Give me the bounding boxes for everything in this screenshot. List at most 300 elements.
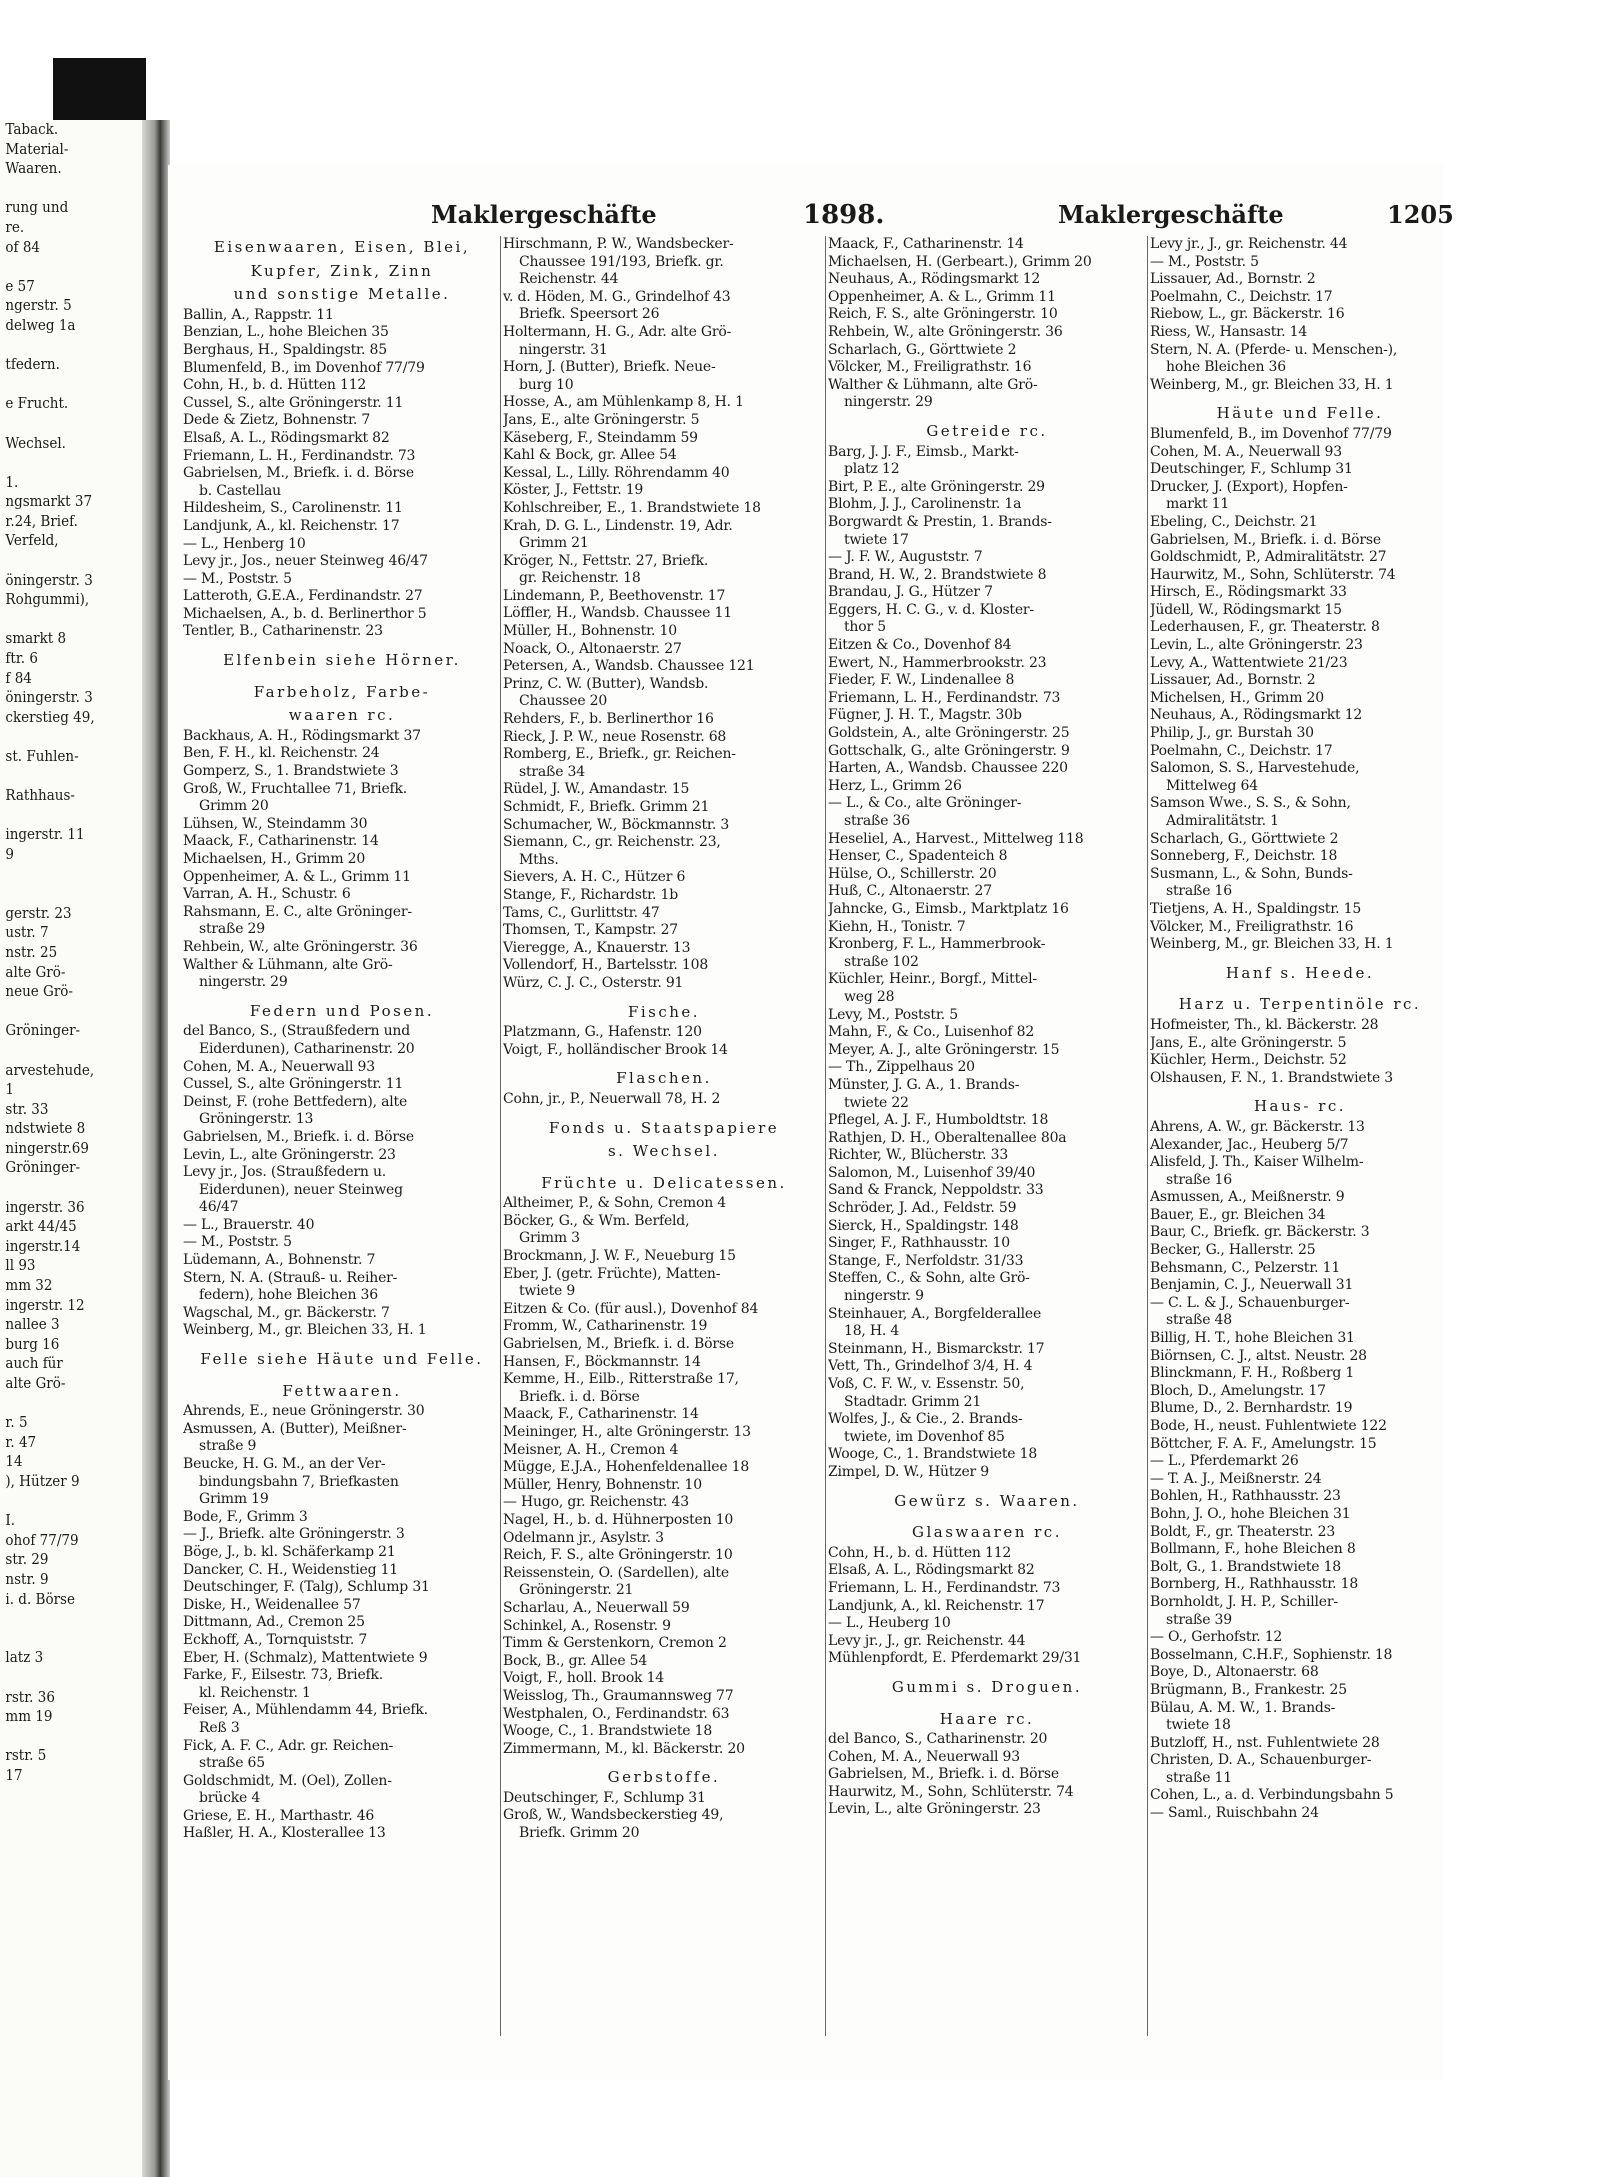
prev-page-line: latz 3 [5, 1648, 44, 1667]
column-rule [825, 236, 826, 2036]
directory-entry: Gomperz, S., 1. Brandstwiete 3 [183, 763, 399, 780]
prev-page-line [0, 179, 140, 199]
prev-page-line: arvestehude, [5, 1060, 95, 1079]
directory-entry: Levy jr., J., gr. Reichenstr. 44 [828, 1632, 1026, 1649]
prev-page-line: 1 [5, 1080, 14, 1099]
section-spacer [828, 412, 1146, 420]
prev-page-line: Waaren. [5, 159, 62, 178]
directory-entry: Alisfeld, J. Th., Kaiser Wilhelm- [1150, 1154, 1364, 1171]
directory-entry: del Banco, S., (Straußfedern und [183, 1023, 410, 1040]
directory-entry: Brockmann, J. W. F., Neueburg 15 [503, 1248, 736, 1265]
directory-entry: Diske, H., Weidenallee 57 [183, 1596, 361, 1613]
directory-entry: Backhaus, A. H., Rödingsmarkt 37 [183, 727, 421, 744]
directory-entry: Lissauer, Ad., Bornstr. 2 [1150, 672, 1316, 689]
directory-entry: Herz, L., Grimm 26 [828, 777, 962, 794]
directory-entry: Dancker, C. H., Weidenstieg 11 [183, 1561, 398, 1578]
directory-entry: Briefk. Grimm 20 [519, 1825, 640, 1842]
prev-page-line: Wechsel. [5, 433, 66, 452]
directory-entry: Mahn, F., & Co., Luisenhof 82 [828, 1024, 1035, 1041]
directory-entry: Poelmahn, C., Deichstr. 17 [1150, 288, 1333, 305]
prev-page-line: ndstwiete 8 [5, 1119, 86, 1138]
directory-entry: straße 11 [1166, 1769, 1232, 1786]
section-spacer [1150, 394, 1450, 402]
directory-entry: Ahrends, E., neue Gröningerstr. 30 [183, 1403, 425, 1420]
directory-entry: Maack, F., Catharinenstr. 14 [503, 1406, 699, 1423]
prev-page-line: r.24, Brief. [5, 511, 78, 530]
directory-entry: Singer, F., Rathhausstr. 10 [828, 1235, 1010, 1252]
directory-entry: — Hugo, gr. Reichenstr. 43 [503, 1494, 689, 1511]
directory-entry: Jans, E., alte Gröningerstr. 5 [1150, 1034, 1347, 1051]
directory-entry: Böcker, G., & Wm. Berfeld, [503, 1212, 690, 1229]
directory-entry: Butzloff, H., nst. Fuhlentwiete 28 [1150, 1734, 1380, 1751]
prev-page-line: neue Grö- [5, 982, 73, 1001]
directory-entry: Behsmann, C., Pelzerstr. 11 [1150, 1259, 1341, 1276]
directory-entry: Barg, J. J. F., Eimsb., Markt- [828, 443, 1019, 460]
directory-entry: Mths. [519, 851, 559, 868]
directory-entry: Gabrielsen, M., Briefk. i. d. Börse [503, 1336, 734, 1353]
directory-entry: Wolfes, J., & Cie., 2. Brands- [828, 1411, 1023, 1428]
directory-entry: twiete, im Dovenhof 85 [844, 1428, 1005, 1445]
directory-entry: — M., Poststr. 5 [183, 570, 292, 587]
section-heading: Glaswaaren rc. [912, 1523, 1062, 1542]
directory-entry: Fromm, W., Catharinenstr. 19 [503, 1318, 708, 1335]
directory-entry: federn), hohe Bleichen 36 [199, 1287, 378, 1304]
prev-page-line: mm 19 [5, 1707, 53, 1726]
prev-page-line [0, 257, 140, 277]
directory-entry: Völcker, M., Freiligrathstr. 16 [828, 359, 1032, 376]
prev-page-line: ngsmarkt 37 [5, 492, 93, 511]
directory-entry: Salomon, S. S., Harvestehude, [1150, 760, 1360, 777]
directory-entry: Thomsen, T., Kampstr. 27 [503, 922, 678, 939]
directory-entry: Boldt, F., gr. Theaterstr. 23 [1150, 1523, 1336, 1540]
directory-entry: straße 9 [199, 1438, 257, 1455]
directory-entry: Bolt, G., 1. Brandstwiete 18 [1150, 1558, 1342, 1575]
prev-page-line: nstr. 25 [5, 942, 58, 961]
directory-entry: Birt, P. E., alte Gröningerstr. 29 [828, 478, 1045, 495]
directory-entry: — J., Briefk. alte Gröningerstr. 3 [183, 1526, 405, 1543]
prev-page-line: arkt 44/45 [5, 1217, 77, 1236]
section-spacer [183, 673, 501, 681]
directory-entry: Friemann, L. H., Ferdinandstr. 73 [828, 689, 1061, 706]
prev-page-line: alte Grö- [5, 962, 66, 981]
directory-entry: Westphalen, O., Ferdinandstr. 63 [503, 1705, 730, 1722]
directory-entry: Petersen, A., Wandsb. Chaussee 121 [503, 658, 755, 675]
directory-entry: Nagel, H., b. d. Hühnerposten 10 [503, 1511, 734, 1528]
directory-entry: Sierck, H., Spaldingstr. 148 [828, 1217, 1019, 1234]
prev-page-line: tfedern. [5, 355, 60, 374]
directory-entry: Neuhaus, A., Rödingsmarkt 12 [1150, 707, 1363, 724]
prev-page-line: st. Fuhlen- [5, 747, 79, 765]
directory-entry: twiete 9 [519, 1283, 576, 1300]
directory-entry: ningerstr. 9 [844, 1288, 924, 1305]
directory-entry: Admiralitätstr. 1 [1166, 813, 1279, 829]
directory-entry: hohe Bleichen 36 [1166, 359, 1286, 376]
directory-entry: Vollendorf, H., Bartelsstr. 108 [503, 957, 709, 974]
directory-entry: Kohlschreiber, E., 1. Brandstwiete 18 [503, 499, 761, 516]
directory-entry: Schinkel, A., Rosenstr. 9 [503, 1617, 671, 1634]
directory-entry: Grimm 3 [519, 1230, 580, 1247]
directory-entry: Blohm, J. J., Carolinenstr. 1a [828, 496, 1022, 513]
directory-entry: Oppenheimer, A. & L., Grimm 11 [183, 868, 411, 885]
directory-entry: Küchler, Herm., Deichstr. 52 [1150, 1052, 1347, 1069]
directory-entry: Voigt, F., holländischer Brook 14 [503, 1041, 728, 1058]
prev-page-line: ftr. 6 [5, 649, 38, 668]
directory-entry: Blinckmann, F. H., Roßberg 1 [1150, 1365, 1355, 1382]
directory-entry: Tams, C., Gurlittstr. 47 [503, 904, 660, 921]
directory-entry: Münster, J. G. A., 1. Brands- [828, 1076, 1020, 1093]
directory-entry: Fieder, F. W., Lindenallee 8 [828, 672, 1015, 689]
directory-entry: Stange, F., Nerfoldstr. 31/33 [828, 1252, 1024, 1269]
directory-entry: Krah, D. G. L., Lindenstr. 19, Adr. [503, 517, 733, 534]
directory-entry: bindungsbahn 7, Briefkasten [199, 1473, 399, 1490]
directory-entry: Lühsen, W., Steindamm 30 [183, 815, 368, 832]
prev-page-line: öningerstr. 3 [5, 570, 93, 589]
prev-page-line [0, 1609, 140, 1629]
directory-entry: Stange, F., Richardstr. 1b [503, 886, 679, 903]
directory-entry: Haurwitz, M., Sohn, Schlüterstr. 74 [828, 1783, 1074, 1800]
prev-page-line: str. 29 [5, 1550, 49, 1569]
prev-page-line: nallee 3 [5, 1315, 60, 1334]
section-heading: Haare rc. [939, 1709, 1035, 1728]
directory-entry: — Th., Zippelhaus 20 [828, 1059, 975, 1076]
directory-entry: Latteroth, G.E.A., Ferdinandstr. 27 [183, 588, 423, 605]
directory-entry: Grimm 21 [519, 535, 589, 552]
directory-entry: — C. L. & J., Schauenburger- [1150, 1294, 1350, 1311]
section-heading: waaren rc. [288, 706, 396, 725]
directory-entry: Voß, C. F. W., v. Essenstr. 50, [828, 1376, 1025, 1392]
section-heading: Hanf s. Heede. [1225, 963, 1375, 982]
directory-entry: Haßler, H. A., Klosterallee 13 [183, 1825, 386, 1842]
directory-entry: Gabrielsen, M., Briefk. i. d. Börse [1150, 531, 1381, 548]
directory-entry: Bornberg, H., Rathhausstr. 18 [1150, 1576, 1359, 1593]
directory-entry: Samson Wwe., S. S., & Sohn, [1150, 795, 1351, 812]
directory-entry: Walther & Lühmann, alte Grö- [828, 376, 1038, 393]
directory-entry: Scharlach, G., Görttwiete 2 [1150, 830, 1339, 847]
directory-entry: Cohen, M. A., Neuerwall 93 [183, 1058, 375, 1075]
directory-entry: — L., Heuberg 10 [828, 1615, 951, 1632]
directory-entry: Vett, Th., Grindelhof 3/4, H. 4 [828, 1358, 1033, 1375]
prev-page-line [0, 806, 140, 826]
directory-entry: Kemme, H., Eilb., Ritterstraße 17, [503, 1371, 739, 1388]
directory-entry: Susmann, L., & Sohn, Bunds- [1150, 865, 1353, 882]
directory-entry: Zimpel, D. W., Hützer 9 [828, 1463, 989, 1480]
directory-entry: Hildesheim, S., Carolinenstr. 11 [183, 500, 403, 517]
directory-entry: brücke 4 [199, 1790, 261, 1807]
directory-entry: Odelmann jr., Asylstr. 3 [503, 1529, 664, 1546]
directory-entry: Wooge, C., 1. Brandstwiete 18 [503, 1723, 713, 1740]
directory-entry: Fick, A. F. C., Adr. gr. Reichen- [183, 1737, 394, 1754]
section-heading: Gerbstoffe. [607, 1768, 721, 1787]
directory-entry: Elsaß, A. L., Rödingsmarkt 82 [183, 429, 390, 446]
directory-entry: Hülse, O., Schillerstr. 20 [828, 865, 997, 882]
directory-entry: Bollmann, F., hohe Bleichen 8 [1150, 1541, 1356, 1558]
directory-entry: Chaussee 191/193, Briefk. gr. [519, 253, 724, 270]
directory-entry: Hansen, F., Böckmannstr. 14 [503, 1353, 701, 1370]
directory-entry: Müller, H., Bohnenstr. 10 [503, 623, 677, 640]
directory-entry: Eiderdunen), Catharinenstr. 20 [199, 1040, 415, 1057]
prev-page-line: ), Hützer 9 [5, 1471, 80, 1490]
directory-entry: Mittelweg 64 [1166, 777, 1258, 794]
directory-entry: Reich, F. S., alte Gröningerstr. 10 [503, 1547, 733, 1564]
directory-entry: Eitzen & Co., Dovenhof 84 [828, 637, 1012, 654]
prev-page-line [0, 1394, 140, 1414]
section-heading: Elfenbein siehe Hörner. [223, 651, 461, 670]
directory-entry: Rüdel, J. W., Amandastr. 15 [503, 781, 690, 798]
directory-entry: Cohn, H., b. d. Hütten 112 [183, 377, 367, 394]
section-spacer [828, 1700, 1146, 1708]
prev-page-line [0, 336, 140, 356]
section-spacer [503, 1758, 825, 1766]
directory-entry: Brandau, J. G., Hützer 7 [828, 584, 993, 601]
directory-entry: — T. A. J., Meißnerstr. 24 [1150, 1470, 1322, 1487]
directory-entry: Alexander, Jac., Heuberg 5/7 [1150, 1136, 1349, 1153]
directory-entry: Elsaß, A. L., Rödingsmarkt 82 [828, 1562, 1035, 1579]
column-3 [828, 236, 1146, 2076]
directory-entry: Gröningerstr. 13 [199, 1111, 314, 1128]
prev-page-line: mm 32 [5, 1276, 53, 1295]
directory-entry: Levy, M., Poststr. 5 [828, 1006, 958, 1023]
directory-entry: Wagschal, M., gr. Bäckerstr. 7 [183, 1304, 390, 1321]
directory-entry: Poelmahn, C., Deichstr. 17 [1150, 742, 1333, 759]
directory-entry: Gröningerstr. 21 [519, 1582, 634, 1599]
directory-entry: Meyer, A. J., alte Gröningerstr. 15 [828, 1041, 1060, 1058]
directory-entry: twiete 22 [844, 1094, 909, 1111]
directory-entry: Michelsen, H., Grimm 20 [1150, 689, 1324, 706]
prev-page-line: f 84 [5, 668, 32, 687]
directory-entry: markt 11 [1166, 496, 1230, 513]
section-spacer [503, 1109, 825, 1117]
directory-entry: Cohen, M. A., Neuerwall 93 [1150, 443, 1342, 460]
directory-entry: Müller, Henry, Bohnenstr. 10 [503, 1476, 702, 1493]
prev-page-line: auch für [5, 1354, 63, 1373]
directory-entry: Steinmann, H., Bismarckstr. 17 [828, 1340, 1045, 1357]
section-heading: Früchte u. Delicatessen. [541, 1173, 787, 1192]
directory-entry: Stern, N. A. (Strauß- u. Reiher- [183, 1269, 398, 1286]
directory-entry: Rehders, F., b. Berlinerthor 16 [503, 711, 714, 728]
directory-entry: Rieck, J. P. W., neue Rosenstr. 68 [503, 728, 727, 745]
section-heading: Haus- rc. [1253, 1097, 1347, 1116]
directory-entry: Deinst, F. (rohe Bettfedern), alte [183, 1093, 408, 1110]
directory-entry: Böge, J., b. kl. Schäferkamp 21 [183, 1543, 396, 1560]
directory-entry: Cohen, M. A., Neuerwall 93 [828, 1748, 1020, 1765]
directory-entry: straße 16 [1166, 883, 1232, 900]
directory-entry: Blumenfeld, B., im Dovenhof 77/79 [1150, 425, 1392, 442]
prev-page-line: Taback. [5, 120, 59, 138]
directory-entry: Blume, D., 2. Bernhardstr. 19 [1150, 1400, 1353, 1417]
directory-entry: Bauer, E., gr. Bleichen 34 [1150, 1206, 1326, 1223]
directory-entry: 18, H. 4 [844, 1323, 900, 1340]
directory-entry: Lissauer, Ad., Bornstr. 2 [1150, 271, 1316, 288]
directory-entry: Becker, G., Hallerstr. 25 [1150, 1242, 1316, 1259]
directory-entry: Lüdemann, A., Bohnenstr. 7 [183, 1252, 376, 1269]
directory-entry: Noack, O., Altonaerstr. 27 [503, 640, 682, 657]
prev-page-line [0, 884, 140, 904]
directory-entry: Rahsmann, E. C., alte Gröninger- [183, 903, 412, 920]
directory-entry: — L., & Co., alte Gröninger- [828, 795, 1022, 812]
prev-page-line: ngerstr. 5 [5, 296, 72, 315]
directory-entry: Kahl & Bock, gr. Allee 54 [503, 447, 677, 464]
directory-entry: Dittmann, Ad., Cremon 25 [183, 1614, 365, 1631]
directory-entry: Hosse, A., am Mühlenkamp 8, H. 1 [503, 394, 744, 411]
prev-page-line: ingerstr. 36 [5, 1197, 85, 1216]
prev-page-line [0, 1002, 140, 1022]
directory-entry: Reich, F. S., alte Gröningerstr. 10 [828, 306, 1058, 323]
directory-entry: Landjunk, A., kl. Reichenstr. 17 [828, 1597, 1045, 1614]
section-spacer [1150, 954, 1450, 962]
directory-entry: Billig, H. T., hohe Bleichen 31 [1150, 1330, 1355, 1347]
directory-entry: Böttcher, F. A. F., Amelungstr. 15 [1150, 1435, 1377, 1452]
prev-page-line: r. 5 [5, 1413, 28, 1432]
directory-entry: Baur, C., Briefk. gr. Bäckerstr. 3 [1150, 1224, 1370, 1241]
directory-entry: ningerstr. 31 [519, 341, 608, 358]
prev-page-line: öningerstr. 3 [5, 688, 93, 707]
directory-entry: v. d. Höden, M. G., Grindelhof 43 [503, 288, 731, 305]
prev-page-line: 9 [5, 844, 14, 863]
header-year: 1898. [803, 200, 885, 230]
prev-page-line: ingerstr. 11 [5, 825, 85, 844]
directory-entry: Horn, J. (Butter), Briefk. Neue- [503, 359, 716, 376]
directory-entry: — L., Pferdemarkt 26 [1150, 1453, 1299, 1470]
prev-page-line: smarkt 8 [5, 629, 67, 648]
column-4 [1150, 236, 1450, 2076]
directory-entry: weg 28 [844, 988, 895, 1005]
prev-page-line [0, 767, 140, 787]
directory-entry: Maack, F., Catharinenstr. 14 [828, 236, 1024, 252]
directory-entry: Friemann, L. H., Ferdinandstr. 73 [828, 1579, 1061, 1596]
prev-page-line: str. 33 [5, 1099, 49, 1118]
section-heading: Fettwaaren. [282, 1381, 402, 1400]
directory-entry: Meininger, H., alte Gröningerstr. 13 [503, 1424, 751, 1440]
directory-entry: Eiderdunen), neuer Steinweg [199, 1181, 403, 1198]
section-spacer [183, 1372, 501, 1380]
page-header [168, 200, 1454, 236]
directory-entry: Bode, F., Grimm 3 [183, 1508, 308, 1525]
directory-entry: straße 65 [199, 1755, 265, 1772]
section-spacer [183, 992, 501, 1000]
directory-entry: Lederhausen, F., gr. Theaterstr. 8 [1150, 619, 1380, 636]
directory-entry: Gottschalk, G., alte Gröningerstr. 9 [828, 742, 1070, 759]
directory-entry: Scharlach, G., Görttwiete 2 [828, 341, 1017, 358]
directory-entry: Romberg, E., Briefk., gr. Reichen- [503, 746, 736, 763]
directory-entry: Groß, W., Wandsbeckerstieg 49, [503, 1807, 724, 1824]
directory-entry: Zimmermann, M., kl. Bäckerstr. 20 [503, 1740, 745, 1757]
directory-entry: Levin, L., alte Gröningerstr. 23 [1150, 637, 1363, 654]
directory-entry: Borgwardt & Prestin, 1. Brands- [828, 513, 1052, 530]
prev-page-line: gerstr. 23 [5, 903, 72, 922]
prev-page-line: e Frucht. [5, 394, 69, 413]
directory-entry: straße 34 [519, 763, 585, 780]
directory-entry: Reß 3 [199, 1719, 240, 1736]
section-heading: Gewürz s. Waaren. [894, 1491, 1080, 1510]
prev-page-line [0, 865, 140, 885]
directory-entry: Bülau, A. M. W., 1. Brands- [1150, 1699, 1336, 1716]
directory-entry: Henser, C., Spadenteich 8 [828, 848, 1008, 865]
directory-entry: Weinberg, M., gr. Bleichen 33, H. 1 [183, 1322, 427, 1339]
directory-entry: Prinz, C. W. (Butter), Wandsb. [503, 675, 709, 692]
prev-page-line [0, 1629, 140, 1649]
directory-entry: Benjamin, C. J., Neuerwall 31 [1150, 1277, 1354, 1294]
directory-entry: Maack, F., Catharinenstr. 14 [183, 833, 379, 850]
directory-entry: Haurwitz, M., Sohn, Schlüterstr. 74 [1150, 566, 1396, 583]
directory-entry: Stadtadr. Grimm 21 [844, 1393, 982, 1410]
directory-entry: Hirschmann, P. W., Wandsbecker- [503, 236, 734, 252]
directory-entry: Eggers, H. C. G., v. d. Kloster- [828, 601, 1034, 618]
directory-entry: ningerstr. 29 [844, 394, 933, 411]
prev-page-line: re. [5, 217, 25, 236]
prev-page-line: 1. [5, 472, 19, 491]
directory-entry: Salomon, M., Luisenhof 39/40 [828, 1164, 1036, 1181]
directory-entry: Eber, J. (getr. Früchte), Matten- [503, 1265, 721, 1282]
directory-entry: Grimm 19 [199, 1491, 269, 1508]
directory-entry: Kröger, N., Fettstr. 27, Briefk. [503, 552, 709, 569]
directory-entry: Jahncke, G., Eimsb., Marktplatz 16 [828, 900, 1069, 917]
directory-entry: Weinberg, M., gr. Bleichen 33, H. 1 [1150, 376, 1394, 393]
prev-page-line [0, 1668, 140, 1688]
directory-entry: Blumenfeld, B., im Dovenhof 77/79 [183, 359, 425, 376]
directory-entry: Käseberg, F., Steindamm 59 [503, 429, 698, 446]
section-heading: Flaschen. [616, 1069, 712, 1088]
directory-entry: Fügner, J. H. T., Magstr. 30b [828, 707, 1022, 724]
directory-entry: Hofmeister, Th., kl. Bäckerstr. 28 [1150, 1016, 1379, 1033]
directory-entry: Reissenstein, O. (Sardellen), alte [503, 1564, 729, 1581]
directory-entry: Steinhauer, A., Borgfelderallee [828, 1305, 1042, 1322]
directory-entry: Levy jr., J., gr. Reichenstr. 44 [1150, 236, 1348, 252]
directory-entry: Chaussee 20 [519, 693, 608, 710]
section-heading: Eisenwaaren, Eisen, Blei, [213, 238, 471, 256]
column-2 [503, 236, 825, 2076]
directory-entry: Beucke, H. G. M., an der Ver- [183, 1456, 386, 1472]
directory-entry: Gabrielsen, M., Briefk. i. d. Börse [828, 1766, 1059, 1783]
directory-entry: Griese, E. H., Marthastr. 46 [183, 1807, 375, 1824]
prev-page-line: ckerstieg 49, [5, 707, 95, 726]
directory-entry: Riess, W., Hansastr. 14 [1150, 323, 1308, 340]
section-spacer [1150, 985, 1450, 993]
directory-entry: Richter, W., Blücherstr. 33 [828, 1147, 1009, 1164]
directory-entry: Tietjens, A. H., Spaldingstr. 15 [1150, 900, 1362, 917]
directory-entry: Harten, A., Wandsb. Chaussee 220 [828, 760, 1068, 777]
directory-entry: — M., Poststr. 5 [183, 1234, 292, 1251]
directory-entry: Huß, C., Altonaerstr. 27 [828, 883, 992, 900]
directory-entry: gr. Reichenstr. 18 [519, 570, 641, 587]
directory-entry: Schumacher, W., Böckmannstr. 3 [503, 816, 730, 833]
section-spacer [503, 993, 825, 1001]
prev-page-line: delweg 1a [5, 315, 76, 334]
section-spacer [828, 1513, 1146, 1521]
directory-entry: Voigt, F., holl. Brook 14 [503, 1670, 664, 1687]
directory-entry: Dede & Zietz, Bohnenstr. 7 [183, 412, 371, 429]
prev-page-line: burg 16 [5, 1334, 60, 1353]
directory-entry: Goldstein, A., alte Gröningerstr. 25 [828, 725, 1070, 742]
directory-entry: — O., Gerhofstr. 12 [1150, 1629, 1283, 1646]
directory-entry: Bohlen, H., Rathhausstr. 23 [1150, 1488, 1341, 1505]
directory-entry: 46/47 [199, 1199, 239, 1216]
prev-page-line [0, 453, 140, 473]
directory-entry: Jüdell, W., Rödingsmarkt 15 [1150, 601, 1342, 618]
directory-entry: Briefk. Speersort 26 [519, 306, 660, 323]
directory-entry: twiete 17 [844, 531, 909, 548]
column-rule [1147, 236, 1148, 2036]
directory-entry: Pflegel, A. J. F., Humboldtstr. 18 [828, 1112, 1049, 1129]
directory-entry: ningerstr. 29 [199, 974, 288, 991]
header-right-title: Maklergeschäfte [1058, 200, 1284, 229]
directory-entry: burg 10 [519, 376, 574, 393]
directory-entry: Bode, H., neust. Fuhlentwiete 122 [1150, 1418, 1387, 1434]
directory-entry: Briefk. i. d. Börse [519, 1388, 640, 1405]
directory-entry: Grimm 20 [199, 798, 269, 815]
directory-entry: Ewert, N., Hammerbrookstr. 23 [828, 654, 1047, 671]
directory-entry: Olshausen, F. N., 1. Brandstwiete 3 [1150, 1069, 1393, 1086]
directory-entry: Groß, W., Fruchtallee 71, Briefk. [183, 780, 408, 797]
